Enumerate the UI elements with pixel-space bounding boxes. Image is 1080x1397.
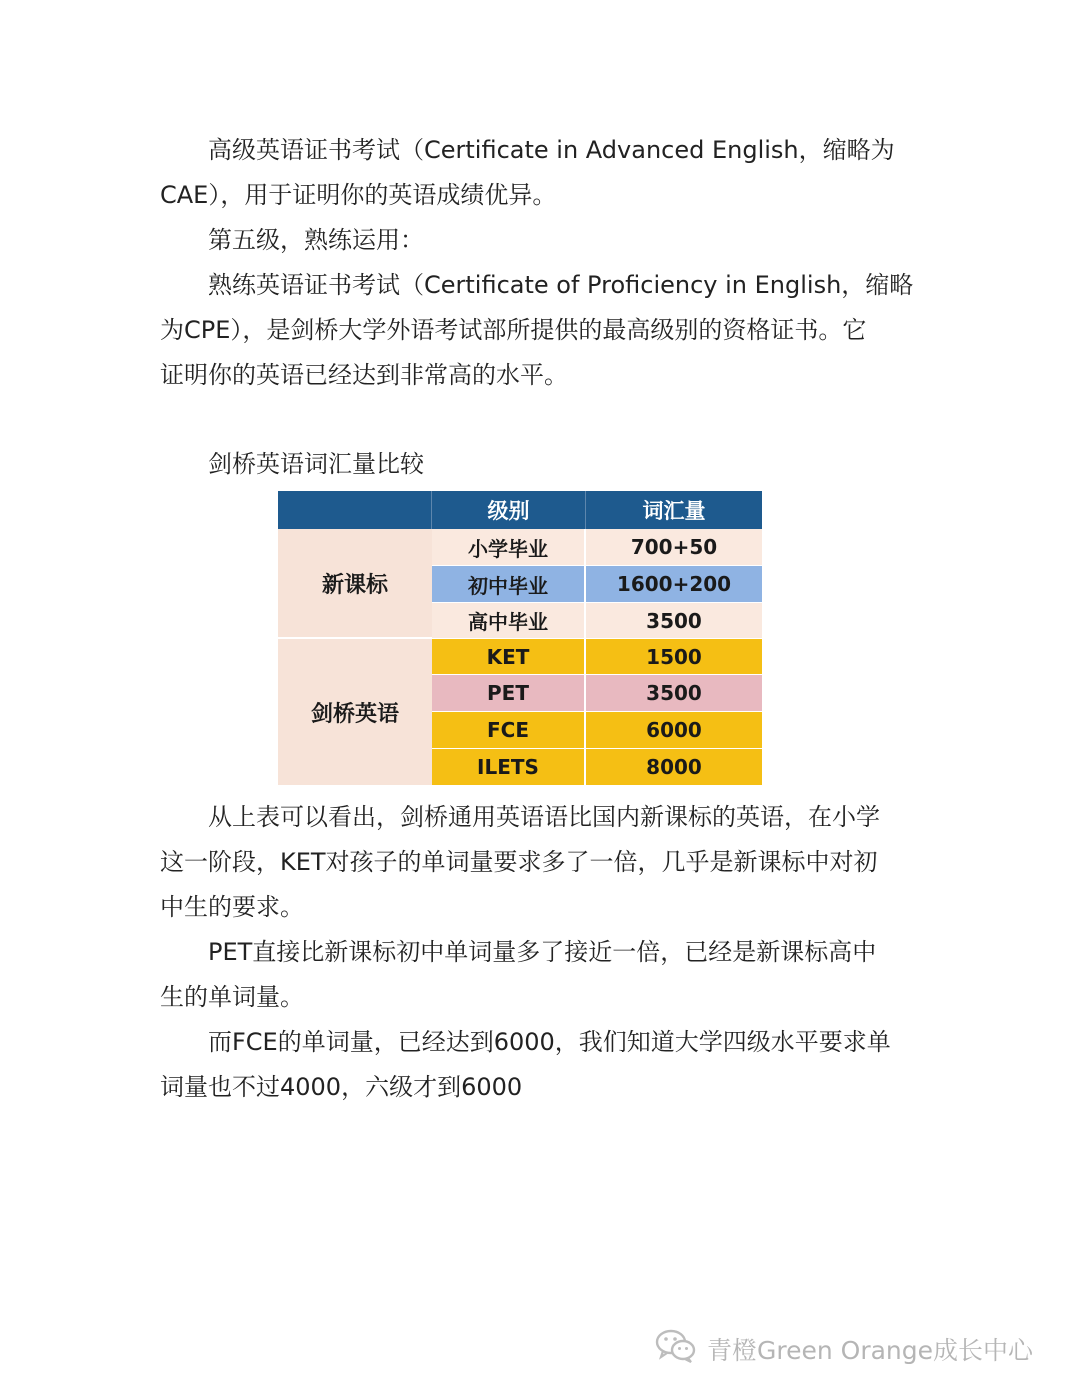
table-caption: 剑桥英语词汇量比较	[208, 450, 424, 478]
row-level: 小学毕业	[432, 529, 586, 566]
row-vocab: 700+50	[586, 529, 762, 566]
row-vocab: 3500	[586, 603, 762, 639]
paragraph-analysis-ket: 从上表可以看出，剑桥通用英语语比国内新课标的英语，在小学 这一阶段，KET对孩子的单词量要求多了一倍，几乎是新课标中对初 中生的要求。	[160, 803, 880, 921]
row-vocab: 1600+200	[586, 566, 762, 603]
row-level: PET	[432, 675, 586, 712]
vocab-table	[278, 491, 762, 785]
row-vocab: 6000	[586, 712, 762, 749]
row-level: FCE	[432, 712, 586, 749]
header-blank	[278, 491, 432, 529]
row-level: 高中毕业	[432, 603, 586, 639]
group-cambridge: 剑桥英语	[278, 639, 432, 785]
row-level: ILETS	[432, 749, 586, 785]
group-new-curriculum: 新课标	[278, 529, 432, 639]
row-vocab: 3500	[586, 675, 762, 712]
row-level: KET	[432, 639, 586, 675]
paragraph-cae: 高级英语证书考试（Certificate in Advanced English，缩略为 CAE），用于证明你的英语成绩优异。	[160, 136, 895, 209]
header-vocab: 词汇量	[586, 491, 762, 529]
paragraph-cpe: 熟练英语证书考试（Certificate of Proficiency in English，缩略 为CPE），是剑桥大学外语考试部所提供的最高级别的资格证书。它 证明你的英语已经达到非常高的水平。	[160, 271, 914, 389]
row-level: 初中毕业	[432, 566, 586, 603]
watermark-text: 青橙Green Orange成长中心	[707, 1336, 1034, 1365]
watermark	[655, 1328, 1033, 1370]
row-vocab: 8000	[586, 749, 762, 785]
header-level: 级别	[432, 491, 586, 529]
paragraph-level5: 第五级，熟练运用：	[208, 226, 424, 254]
paragraph-analysis-pet: PET直接比新课标初中单词量多了接近一倍，已经是新课标高中 生的单词量。	[160, 938, 877, 1011]
row-vocab: 1500	[586, 639, 762, 675]
wechat-icon	[655, 1328, 697, 1370]
paragraph-analysis-fce: 而FCE的单词量，已经达到6000，我们知道大学四级水平要求单 词量也不过4000，六级才到6000	[160, 1028, 891, 1101]
